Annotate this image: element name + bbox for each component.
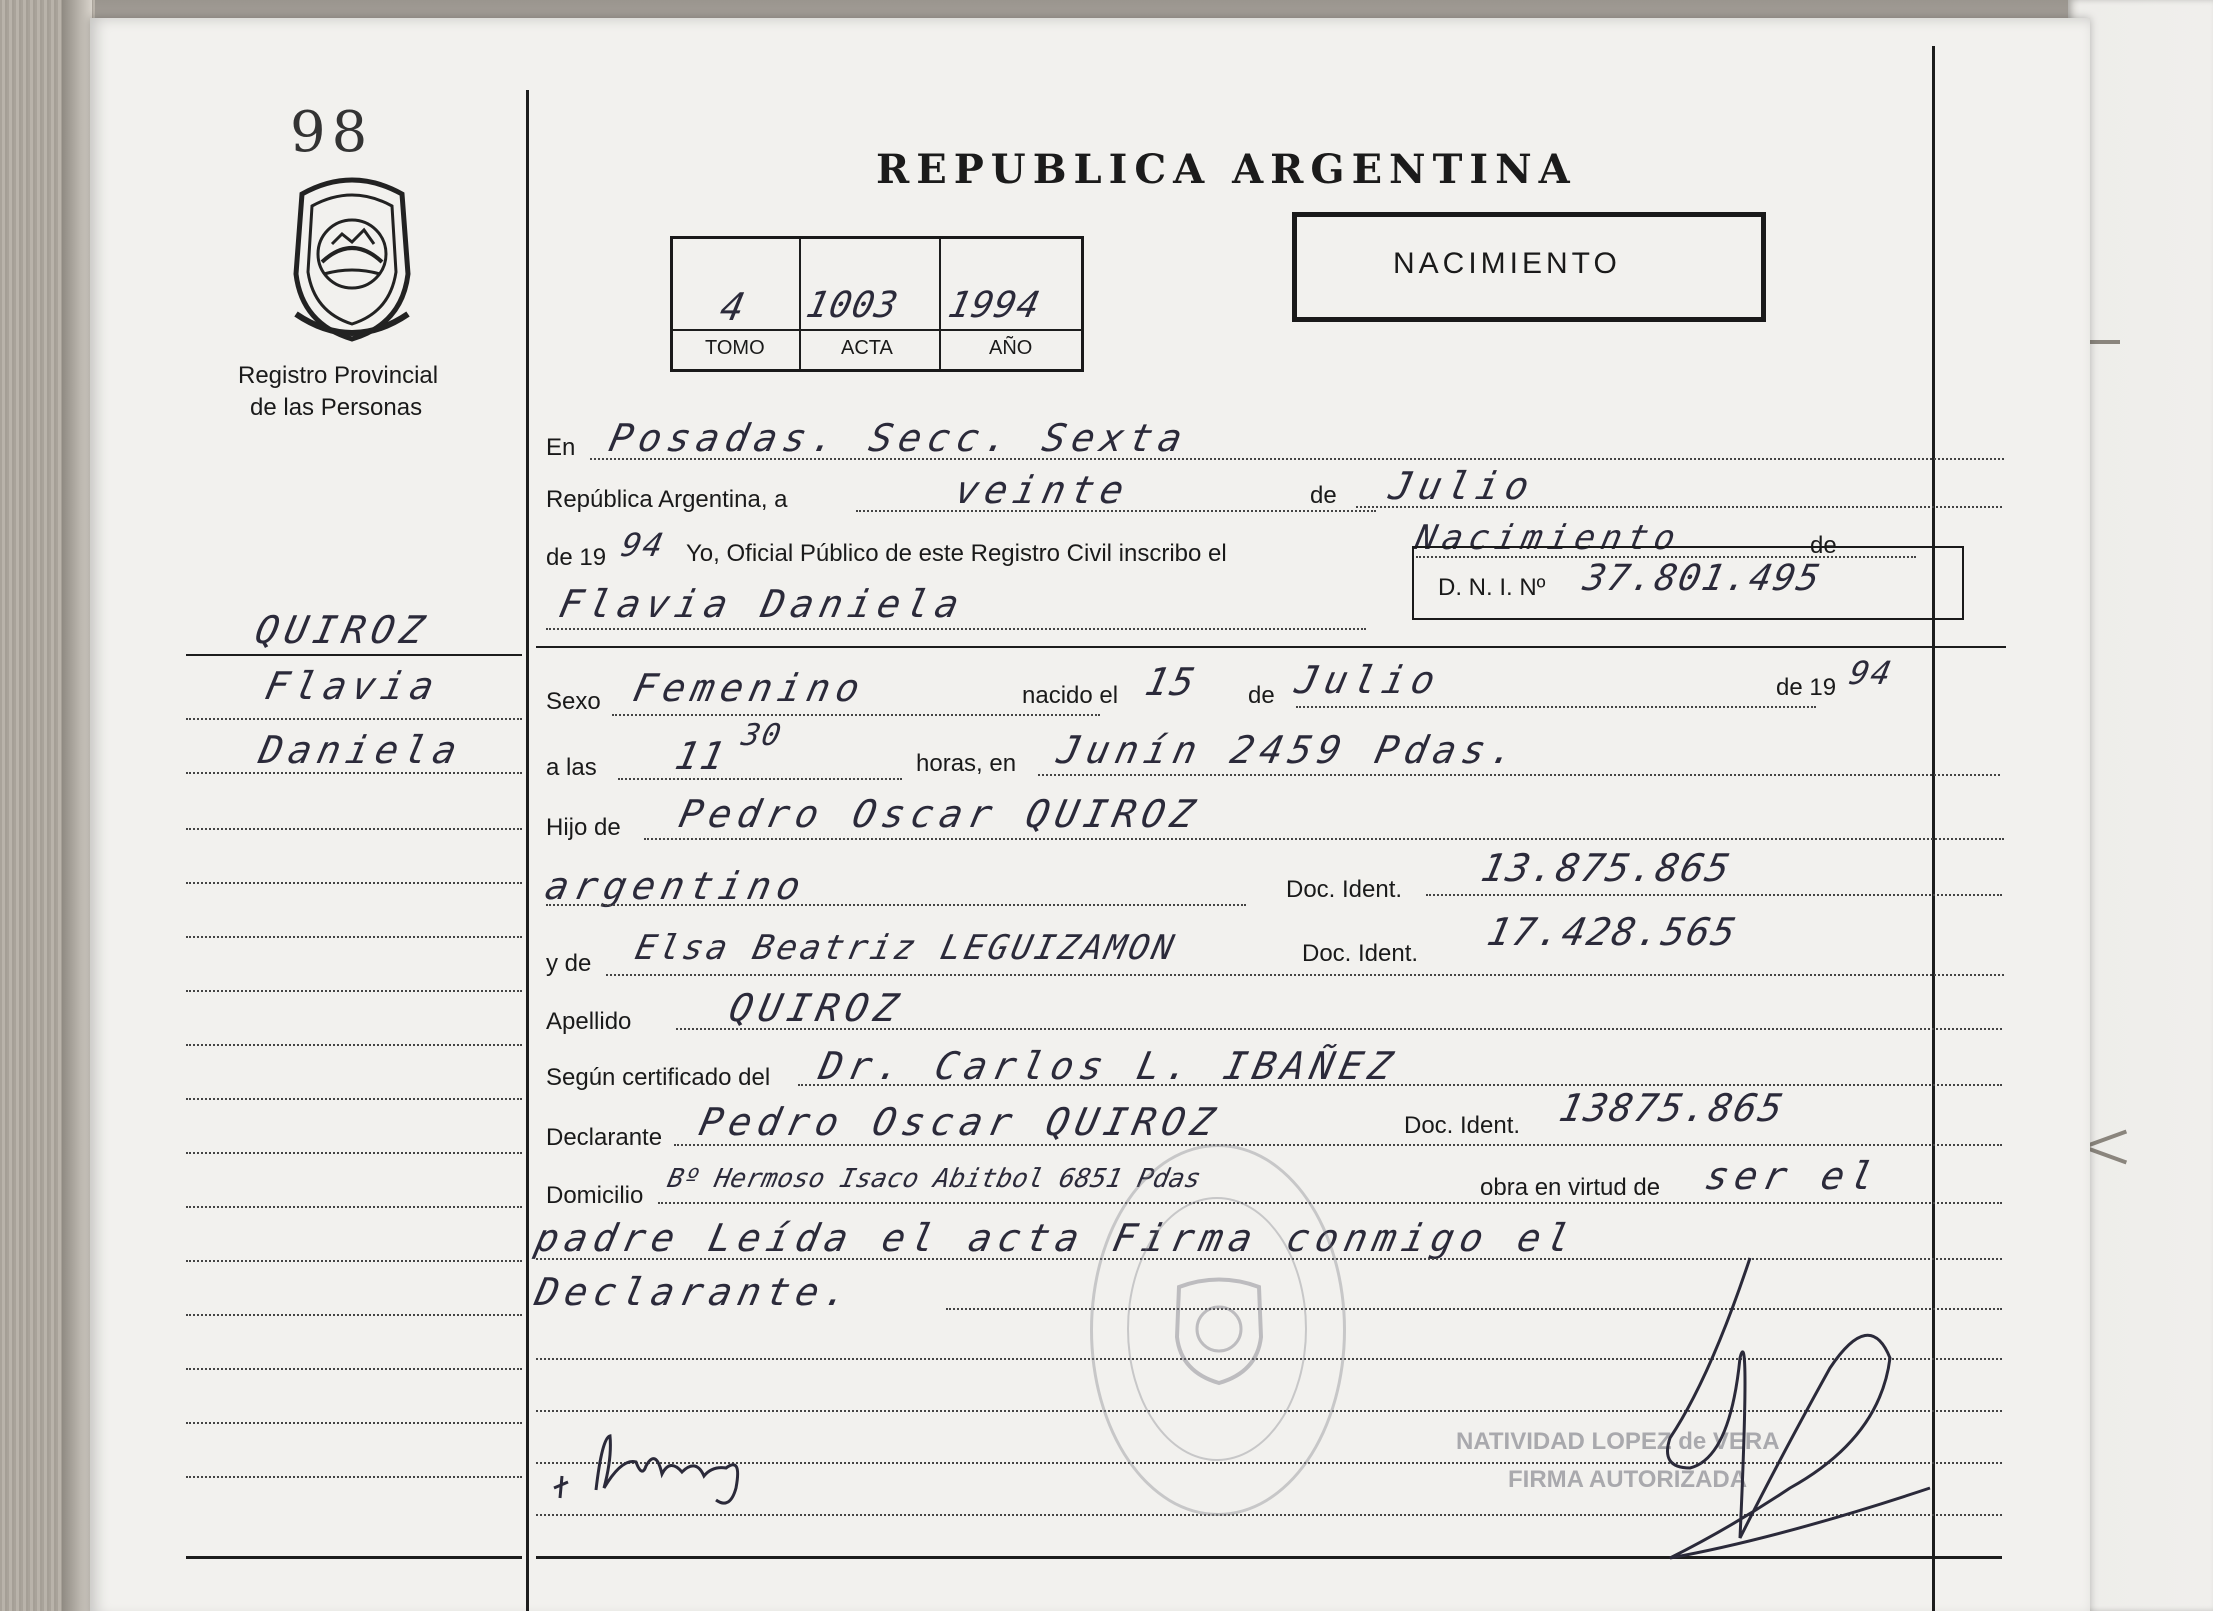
record-page	[90, 18, 2090, 1611]
father-name: Pedro Oscar QUIROZ	[675, 792, 1205, 836]
nacido-label: nacido el	[1022, 682, 1119, 709]
country-title: REPUBLICA ARGENTINA	[876, 146, 1577, 193]
margin-line	[186, 1314, 522, 1316]
dni-box	[1412, 546, 1964, 620]
domicilio-value: Bº Hermoso Isaco Abitbol 6851 Pdas	[664, 1164, 1204, 1194]
a-las-label: a las	[546, 754, 597, 781]
domicilio-label: Domicilio	[546, 1182, 644, 1209]
text-line3: Declarante.	[531, 1270, 859, 1314]
sexo-label: Sexo	[546, 688, 601, 715]
dni-label: D. N. I. Nº	[1438, 574, 1546, 601]
column-divider	[526, 90, 529, 1611]
margin-line	[186, 772, 522, 774]
obra-label: obra en virtud de	[1480, 1174, 1661, 1201]
margin-line	[186, 936, 522, 938]
province-seal	[282, 174, 422, 344]
sexo-value: Femenino	[629, 666, 870, 710]
register-box	[670, 236, 1084, 372]
place-value: Posadas. Secc. Sexta	[605, 416, 1193, 460]
de-label2: de	[1810, 532, 1837, 559]
mother-name: Elsa Beatriz LEGUIZAMON	[631, 928, 1181, 968]
seal-icon	[282, 174, 422, 344]
de-label3: de	[1248, 682, 1275, 709]
record-type: NACIMIENTO	[1393, 247, 1621, 280]
margin-surname: QUIROZ	[251, 608, 434, 652]
birth-month: Julio	[1291, 658, 1446, 702]
binding-edge	[62, 0, 92, 1611]
acta-label: ACTA	[841, 337, 893, 359]
dni-value: 37.801.495	[1579, 558, 1826, 599]
text-line2: padre Leída el acta Firma conmigo el	[531, 1216, 1581, 1260]
declarante-label: Declarante	[546, 1124, 663, 1151]
round-stamp-emblem-icon	[1169, 1277, 1269, 1387]
bottom-rule-left	[186, 1556, 522, 1559]
page-number: 98	[290, 100, 374, 165]
minutes-value: 30	[738, 718, 786, 753]
ano-value: 1994	[944, 285, 1045, 326]
mother-doc: 17.428.565	[1483, 910, 1742, 954]
apellido-label: Apellido	[546, 1008, 632, 1035]
hijo-label: Hijo de	[546, 814, 621, 841]
oficial-text: Yo, Oficial Público de este Registro Civil inscribo el	[686, 540, 1227, 567]
de19-label2: de 19	[1776, 674, 1837, 701]
round-stamp	[1090, 1144, 1346, 1516]
official-stamp-role: FIRMA AUTORIZADA	[1508, 1466, 1748, 1493]
de-label: de	[1310, 482, 1337, 509]
certificado-value: Dr. Carlos L. IBAÑEZ	[815, 1044, 1403, 1088]
margin-line	[186, 1152, 522, 1154]
de19-label: de 19	[546, 544, 607, 571]
margin-line	[186, 990, 522, 992]
father-doc: 13.875.865	[1477, 846, 1736, 890]
margin-line	[186, 1206, 522, 1208]
margin-given2: Daniela	[255, 728, 467, 772]
official-signature	[1630, 1238, 1970, 1578]
horas-label: horas, en	[916, 750, 1017, 777]
birth-place: Junín 2459 Pdas.	[1053, 728, 1525, 772]
month-value: Julio	[1385, 464, 1540, 508]
margin-given1: Flavia	[261, 664, 444, 708]
margin-line	[186, 1422, 522, 1424]
republica-label: República Argentina, a	[546, 486, 788, 513]
father-nationality: argentino	[541, 864, 811, 908]
birth-year-short: 94	[1845, 654, 1897, 692]
day-word: veinte	[951, 468, 1134, 512]
margin-line	[186, 882, 522, 884]
year-short: 94	[617, 526, 669, 564]
ano-label: AÑO	[989, 337, 1033, 359]
official-stamp-name: NATIVIDAD LOPEZ de VERA	[1456, 1428, 1780, 1455]
acta-value: 1003	[802, 285, 903, 326]
obra-value: ser el	[1701, 1154, 1884, 1198]
section-rule	[536, 646, 2006, 648]
mother-doc-label: Doc. Ident.	[1302, 940, 1419, 967]
margin-line	[186, 718, 522, 720]
hour-value: 11	[671, 734, 731, 778]
declarant-signature	[546, 1418, 826, 1518]
record-type-box	[1292, 212, 1766, 322]
child-name: Flavia Daniela	[555, 582, 969, 626]
margin-line	[186, 1260, 522, 1262]
registry-name-line1: Registro Provincial	[238, 362, 439, 389]
certificado-label: Según certificado del	[546, 1064, 771, 1091]
margin-line	[186, 1044, 522, 1046]
event-value: Nacimiento	[1411, 518, 1685, 558]
declarante-doc: 13875.865	[1555, 1086, 1789, 1130]
margin-line	[186, 1476, 522, 1478]
tomo-value: 4	[716, 285, 751, 329]
declarante-doc-label: Doc. Ident.	[1404, 1112, 1521, 1139]
y-de-label: y de	[546, 950, 592, 977]
birth-day: 15	[1141, 660, 1201, 704]
margin-line	[186, 654, 522, 656]
doc-ident-label: Doc. Ident.	[1286, 876, 1403, 903]
tomo-label: TOMO	[705, 337, 765, 359]
margin-line	[186, 1098, 522, 1100]
apellido-value: QUIROZ	[725, 986, 908, 1030]
en-label: En	[546, 434, 576, 461]
margin-line	[186, 828, 522, 830]
margin-line	[186, 1368, 522, 1370]
registry-name-line2: de las Personas	[250, 394, 423, 421]
declarante-value: Pedro Oscar QUIROZ	[695, 1100, 1225, 1144]
